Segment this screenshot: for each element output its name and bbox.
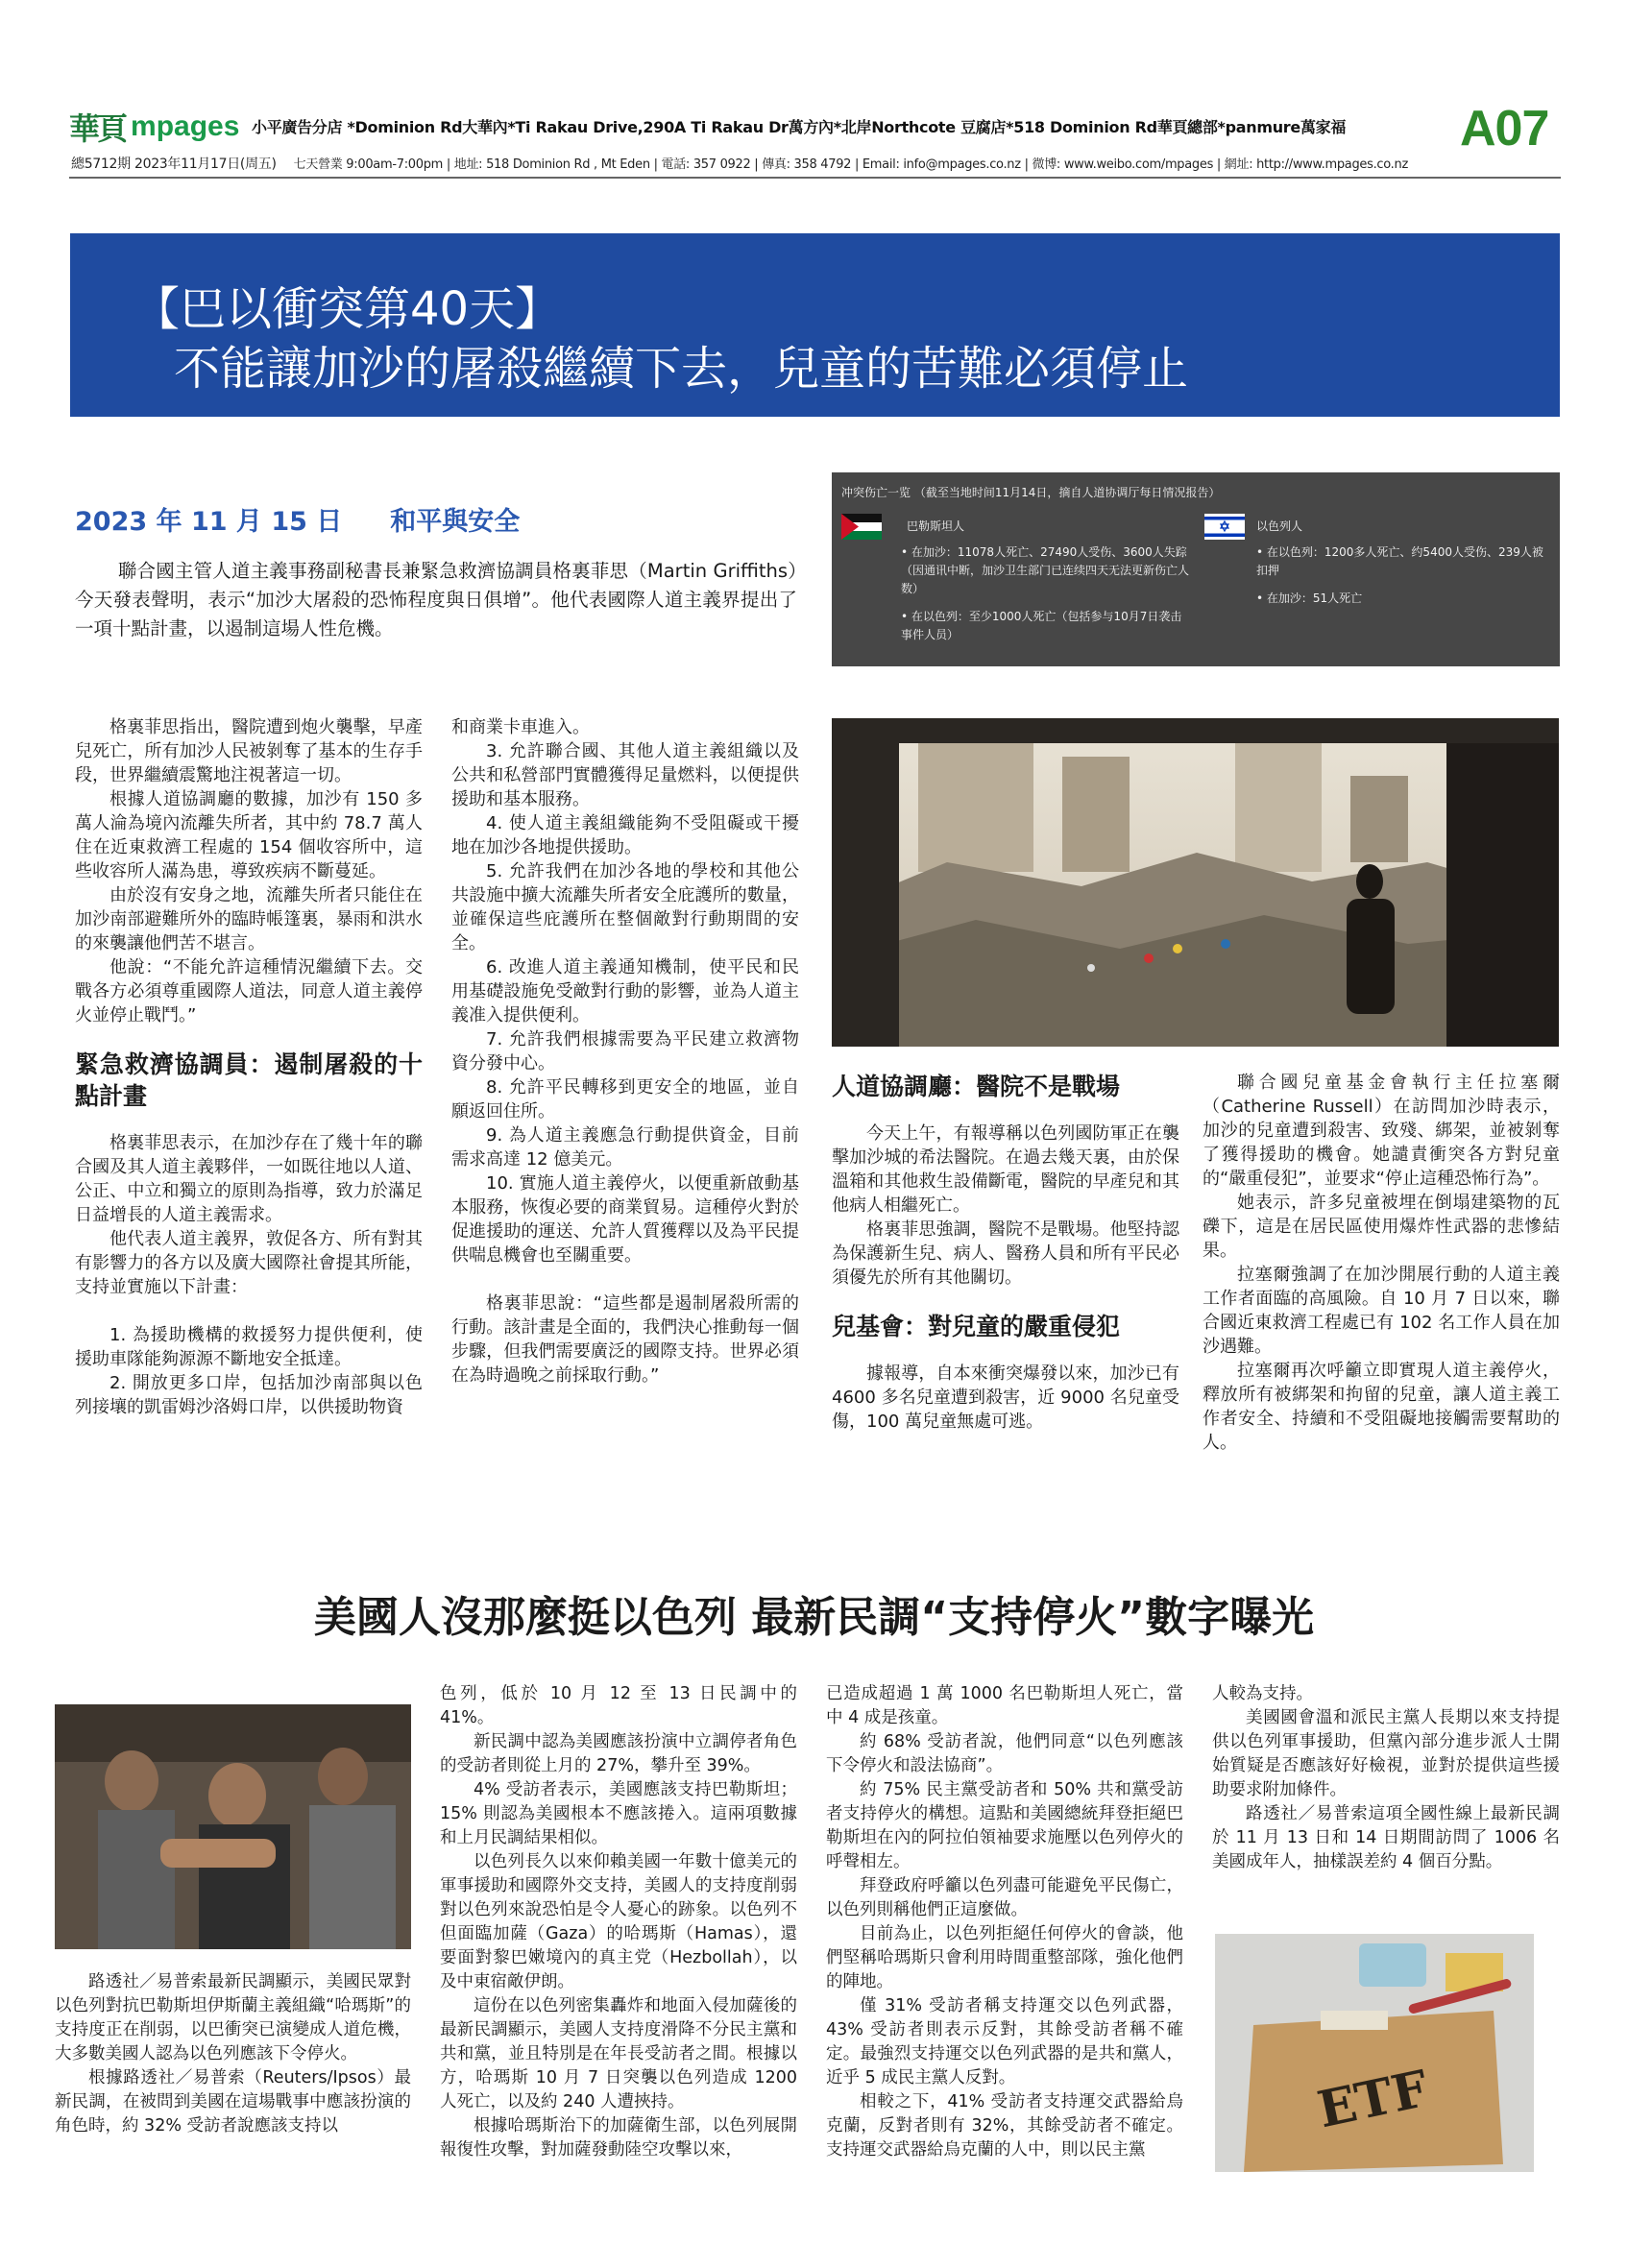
page-number: A07	[1460, 101, 1549, 157]
article-2-column-4	[1212, 1682, 1560, 1874]
paragraph: 根據路透社／易普索（Reuters/Ipsos）最新民調，在被問到美國在這場戰事中應該扮演的角色時，約 32% 受訪者說應該支持以	[55, 2068, 411, 2135]
masthead-rule	[69, 177, 1561, 179]
paragraph: 路透社／易普索這項全國性線上最新民調於 11 月 13 日和 14 日期間訪問了 1006 名美國成年人，抽樣誤差約 4 個百分點。	[1212, 1804, 1560, 1871]
paragraph: 他代表人道主義界，敦促各方、所有對其有影響力的各方以及廣大國際社會提其所能，支持並實施以下計畫：	[75, 1229, 423, 1297]
plan-item: 9. 為人道主義應急行動提供資金，目前需求高達 12 億美元。	[451, 1125, 799, 1170]
contact-info: 七天營業 9:00am-7:00pm | 地址: 518 Dominion Rd , Mt Eden | 電話: 357 0922 | 傳真: 358 4792 | Email: info@mpages.co.nz | 微博: www.weibo.com/mpages | 網址: http://www.mpages.co.nz	[293, 157, 1408, 172]
article-column-4	[1203, 1071, 1560, 1455]
headline-banner	[70, 233, 1560, 417]
branch-list: 小平廣告分店 *Dominion Rd大華內*Ti Rakau Drive,290A Ti Rakau Dr萬方內*北岸Northcote 豆腐店*518 Dominion Rd華頁總部*panmure萬家福	[252, 118, 1347, 136]
paragraph: 以色列長久以來仰賴美國一年數十億美元的軍事援助和國際外交支持，美國人的支持度削弱對以色列來說恐怕是令人憂心的跡象。以色列不但面臨加薩（Gaza）的哈瑪斯（Hamas），還要面對黎巴嫩境內的真主党（Hezbollah），以及中東宿敵伊朗。	[440, 1852, 797, 1991]
article-2-column-3	[826, 1682, 1183, 2162]
plan-item: 1. 為援助機構的救援努力提供便利，使援助車隊能夠源源不斷地安全抵達。	[75, 1325, 423, 1369]
israel-item: • 在加沙：51人死亡	[1256, 591, 1363, 605]
banner-line-2: 不能讓加沙的屠殺繼續下去，兒童的苦難必須停止	[174, 342, 1189, 396]
paragraph: 今天上午，有報導稱以色列國防軍正在襲擊加沙城的希法醫院。在過去幾天裏，由於保溫箱和其他救生設備斷電，醫院的早產兒和其他病人相繼死亡。	[832, 1123, 1179, 1216]
casualty-title: 冲突伤亡一览 （截至当地时间11月14日，摘自人道协调厅每日情况报告）	[841, 486, 1221, 499]
paragraph: 路透社／易普索最新民調顯示，美國民眾對以色列對抗巴勒斯坦伊斯蘭主義組織“哈瑪斯”的支持度正在削弱，以巴衝突已演變成人道危機，大多數美國人認為以色列應該下令停火。	[55, 1972, 411, 2063]
paragraph: 4% 受訪者表示，美國應該支持巴勒斯坦；15% 則認為美國根本不應該捲入。這兩項數據和上月民調結果相似。	[440, 1780, 797, 1847]
paragraph: 根據哈瑪斯治下的加薩衛生部，以色列展開報復性攻擊，對加薩發動陸空攻擊以來，	[440, 2116, 797, 2159]
subheading-hospitals: 人道協調廳：醫院不是戰場	[832, 1073, 1121, 1100]
plan-item: 10. 實施人道主義停火，以便重新啟動基本服務，恢復必要的商業貿易。這種停火對於促進援助的運送、允許人質獲釋以及為平民提供喘息機會也至關重要。	[451, 1173, 799, 1266]
subheading-unicef: 兒基會：對兒童的嚴重侵犯	[832, 1313, 1121, 1340]
etf-photo	[1215, 1934, 1534, 2172]
article-column-1	[75, 715, 423, 1419]
plan-item: 8. 允許平民轉移到更安全的地區，並自願返回住所。	[451, 1077, 799, 1122]
paragraph: 僅 31% 受訪者稱支持運交以色列武器，43% 受訪者則表示反對，其餘受訪者稱不確定。最強烈支持運交以色列武器的是共和黨人，近乎 5 成民主黨人反對。	[826, 1996, 1183, 2087]
paragraph: 目前為止，以色列拒絕任何停火的會談，他們堅稱哈瑪斯只會利用時間重整部隊，強化他們的陣地。	[826, 1924, 1183, 1991]
paragraph: 格裏菲思說：“這些都是遏制屠殺所需的行動。該計畫是全面的，我們決心推動每一個步驟，但我們需要廣泛的國際支持。世界必須在為時過晚之前採取行動。”	[451, 1293, 799, 1386]
paragraph: 人較為支持。	[1212, 1684, 1313, 1703]
israel-list	[1256, 543, 1544, 617]
plan-item: 6. 改進人道主義通知機制，使平民和民用基礎設施免受敵對行動的影響，並為人道主義准入提供便利。	[451, 957, 799, 1025]
paragraph: 格裏菲思表示，在加沙存在了幾十年的聯合國及其人道主義夥伴，一如既往地以人道、公正、中立和獨立的原則為指導，致力於滿足日益增長的人道主義需求。	[75, 1133, 423, 1225]
paragraph: 約 75% 民主黨受訪者和 50% 共和黨受訪者支持停火的構想。這點和美國總統拜登拒絕巴勒斯坦在內的阿拉伯領袖要求施壓以色列停火的呼聲相左。	[826, 1780, 1183, 1871]
palestine-list	[901, 543, 1189, 654]
paragraph: 和商業卡車進入。	[451, 717, 590, 737]
paragraph: 美國國會溫和派民主黨人長期以來支持提供以色列軍事援助，但黨內部分進步派人士開始質疑是否應該好好檢視，並對於提供這些援助要求附加條件。	[1212, 1708, 1560, 1799]
article-2-headline: 美國人沒那麼挺以色列 最新民調“支持停火”數字曝光	[313, 1593, 1315, 1642]
paragraph: 由於沒有安身之地，流離失所者只能住在加沙南部避難所外的臨時帳篷裏，暴雨和洪水的來襲讓他們苦不堪言。	[75, 885, 423, 953]
issue-date: 總5712期 2023年11月17日(周五)	[71, 157, 277, 172]
paragraph: 相較之下，41% 受訪者支持運交武器給烏克蘭，反對者則有 32%，其餘受訪者不確定。支持運交武器給烏克蘭的人中，則以民主黨	[826, 2092, 1183, 2159]
paragraph: 拉塞爾再次呼籲立即實現人道主義停火，釋放所有被綁架和拘留的兒童，讓人道主義工作者安全、持續和不受阻礙地接觸需要幫助的人。	[1203, 1361, 1560, 1453]
article-column-2	[451, 715, 799, 1387]
logo-mark: 華頁	[69, 110, 126, 147]
paragraph: 格裏菲思強調，醫院不是戰場。他堅持認為保護新生兒、病人、醫務人員和所有平民必須優先於所有其他關切。	[832, 1219, 1179, 1288]
mourners-photo	[55, 1704, 411, 1949]
paragraph: 根據人道協調廳的數據，加沙有 150 多萬人淪為境內流離失所者，其中約 78.7 萬人住在近東救濟工程處的 154 個收容所中，這些收容所人滿為患，導致疾病不斷蔓延。	[75, 789, 423, 881]
article-lead: 聯合國主管人道主義事務副秘書長兼緊急救濟協調員格裏菲思（Martin Griffiths）今天發表聲明，表示“加沙大屠殺的恐怖程度與日俱增”。他代表國際人道主義界提出了一項十點計畫，以遏制這場人性危機。	[75, 560, 797, 639]
paragraph: 已造成超過 1 萬 1000 名巴勒斯坦人死亡，當中 4 成是孩童。	[826, 1684, 1183, 1727]
gaza-rubble-photo	[832, 718, 1559, 1047]
paragraph: 他說：“不能允許這種情況繼續下去。交戰各方必須尊重國際人道法，同意人道主義停火並停止戰鬥。”	[75, 957, 423, 1025]
article-2-column-1	[55, 1970, 411, 2138]
plan-item: 7. 允許我們根據需要為平民建立救濟物資分發中心。	[451, 1029, 799, 1074]
issue-line	[71, 154, 1562, 173]
article-2-column-2	[440, 1682, 797, 2162]
banner-line-1: 【巴以衝突第40天】	[134, 282, 562, 336]
paragraph: 聯合國兒童基金會執行主任拉塞爾（Catherine Russell）在訪問加沙時表示，加沙的兒童遭到殺害、致殘、綁架，並被剝奪了獲得援助的機會。她譴責衝突各方對兒童的“嚴重侵犯”，並要求“停止這種恐怖行為”。	[1203, 1073, 1560, 1189]
article-section: 和平與安全	[390, 507, 521, 537]
article-dateline	[75, 500, 520, 538]
etf-label: ETF	[1312, 2059, 1434, 2140]
article-column-3	[832, 1071, 1179, 1434]
paragraph: 約 68% 受訪者說，他們同意“以色列應該下令停火和設法協商”。	[826, 1732, 1183, 1775]
casualty-box	[832, 472, 1560, 666]
palestine-label: 巴勒斯坦人	[907, 519, 965, 533]
israel-item: • 在以色列：1200多人死亡、约5400人受伤、239人被扣押	[1256, 545, 1543, 577]
paragraph: 色列，低於 10 月 12 至 13 日民調中的 41%。	[440, 1684, 797, 1727]
logo-text: mpages	[131, 110, 240, 142]
paragraph: 她表示，許多兒童被埋在倒塌建築物的瓦礫下，這是在居民區使用爆炸性武器的悲慘結果。	[1203, 1193, 1560, 1261]
palestine-item: • 在以色列：至少1000人死亡（包括参与10月7日袭击事件人员）	[901, 610, 1182, 641]
paragraph: 拜登政府呼籲以色列盡可能避免平民傷亡，以色列則稱他們正這麼做。	[826, 1876, 1183, 1919]
paragraph: 據報導，自本來衝突爆發以來，加沙已有 4600 多名兒童遭到殺害，近 9000 名兒童受傷，100 萬兒童無處可逃。	[832, 1363, 1179, 1432]
subheading-ten-point-plan: 緊急救濟協調員：遏制屠殺的十點計畫	[75, 1050, 423, 1110]
israel-label: 以色列人	[1256, 519, 1303, 533]
article-date: 2023 年 11 月 15 日	[75, 507, 343, 537]
paragraph: 拉塞爾強調了在加沙開展行動的人道主義工作者面臨的高風險。自 10 月 7 日以來，聯合國近東救濟工程處已有 102 名工作人員在加沙遇難。	[1203, 1265, 1560, 1357]
plan-item: 4. 使人道主義組織能夠不受阻礙或干擾地在加沙各地提供援助。	[451, 813, 799, 857]
paragraph: 新民調中認為美國應該扮演中立調停者角色的受訪者則從上月的 27%，攀升至 39%。	[440, 1732, 797, 1775]
plan-item: 2. 開放更多口岸，包括加沙南部與以色列接壤的凱雷姆沙洛姆口岸，以供援助物資	[75, 1373, 423, 1417]
palestine-item: • 在加沙：11078人死亡、27490人受伤、3600人失踪（因通讯中断，加沙卫生部门已连续四天无法更新伤亡人数）	[901, 545, 1190, 595]
israel-flag-icon	[1204, 514, 1245, 540]
plan-item: 5. 允許我們在加沙各地的學校和其他公共設施中擴大流離失所者安全庇護所的數量，並確保這些庇護所在整個敵對行動期間的安全。	[451, 861, 799, 953]
plan-item: 3. 允許聯合國、其他人道主義組織以及公共和私營部門實體獲得足量燃料，以便提供援助和基本服務。	[451, 741, 799, 809]
palestine-flag-icon	[841, 514, 882, 540]
paragraph: 這份在以色列密集轟炸和地面入侵加薩後的最新民調顯示，美國人支持度滑降不分民主黨和共和黨，並且特別是在年長受訪者之間。根據以方，哈瑪斯 10 月 7 日突襲以色列造成 1200 人死亡，以及約 240 人遭挾持。	[440, 1996, 797, 2111]
mpages-logo	[69, 108, 239, 146]
paragraph: 格裏菲思指出，醫院遭到炮火襲擊，早產兒死亡，所有加沙人民被剝奪了基本的生存手段，世界繼續震驚地注視著這一切。	[75, 717, 423, 785]
